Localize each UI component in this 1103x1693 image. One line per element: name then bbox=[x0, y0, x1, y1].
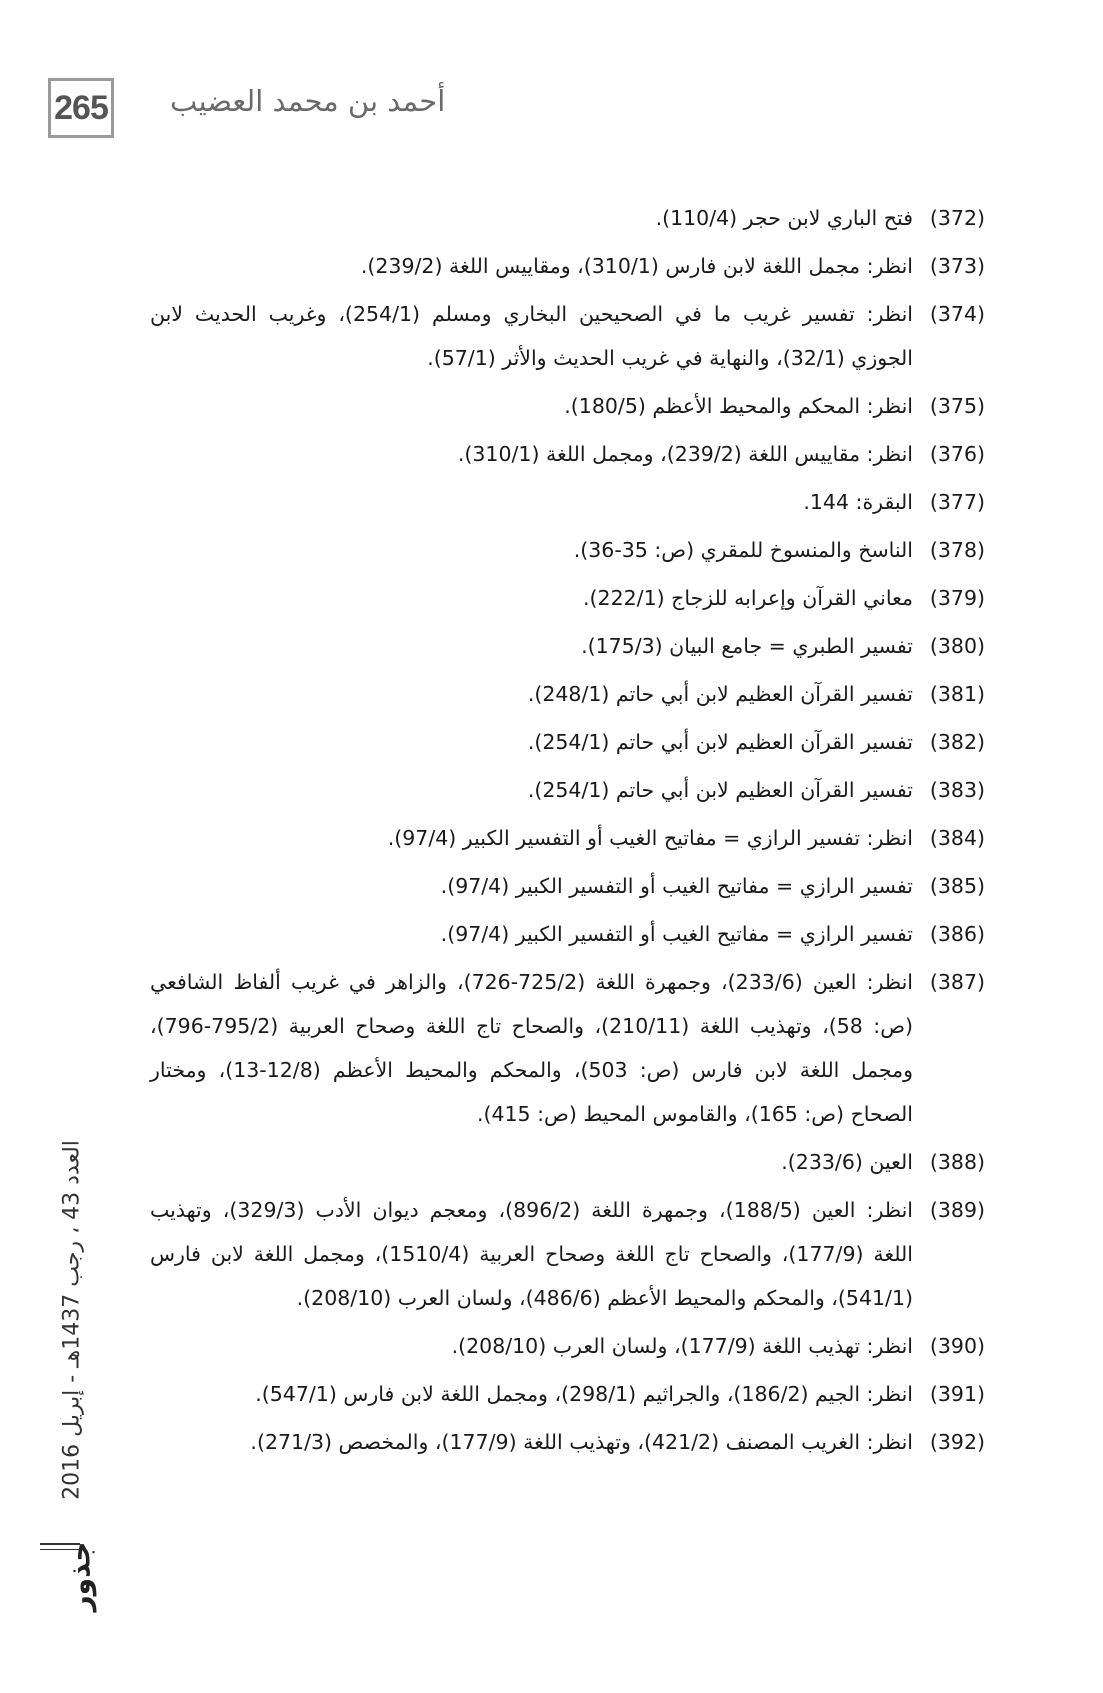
footnote-number: (383) bbox=[929, 778, 985, 802]
footnote-text: انظر: مجمل اللغة لابن فارس (310/1)، ومقاييس اللغة (239/2). bbox=[360, 254, 913, 278]
footnote-number: (374) bbox=[929, 302, 985, 326]
footnote-number: (384) bbox=[929, 826, 985, 850]
footnotes-list bbox=[150, 196, 985, 1468]
footnote-text: انظر: الغريب المصنف (421/2)، وتهذيب اللغة (177/9)، والمخصص (271/3). bbox=[250, 1430, 913, 1454]
footnote-number: (382) bbox=[929, 730, 985, 754]
footnote-number: (379) bbox=[929, 586, 985, 610]
footnote-item bbox=[150, 1140, 985, 1184]
footnote-item bbox=[150, 528, 985, 572]
footnote-number: (381) bbox=[929, 682, 985, 706]
footnote-text: الناسخ والمنسوخ للمقري (ص: 35-36). bbox=[573, 538, 913, 562]
footnote-text: تفسير الرازي = مفاتيح الغيب أو التفسير الكبير (97/4). bbox=[440, 922, 913, 946]
footnote-text: العين (233/6). bbox=[781, 1150, 913, 1174]
footnote-item bbox=[150, 432, 985, 476]
footnote-text: انظر: تفسير الرازي = مفاتيح الغيب أو التفسير الكبير (97/4). bbox=[387, 826, 913, 850]
footnote-text: انظر: مقاييس اللغة (239/2)، ومجمل اللغة (310/1). bbox=[457, 442, 913, 466]
footnote-number: (378) bbox=[929, 538, 985, 562]
footnote-text: تفسير القرآن العظيم لابن أبي حاتم (248/1). bbox=[527, 682, 913, 706]
footnote-text: فتح الباري لابن حجر (110/4). bbox=[655, 206, 913, 230]
footnote-item bbox=[150, 1420, 985, 1464]
footnote-item bbox=[150, 720, 985, 764]
footnote-item bbox=[150, 576, 985, 620]
footnote-number: (388) bbox=[929, 1150, 985, 1174]
footnote-item bbox=[150, 244, 985, 288]
footnote-item bbox=[150, 768, 985, 812]
footnote-number: (373) bbox=[929, 254, 985, 278]
footnote-item bbox=[150, 672, 985, 716]
footnote-text: انظر: المحكم والمحيط الأعظم (180/5). bbox=[564, 394, 913, 418]
page-number: 265 bbox=[48, 78, 114, 138]
footnote-item bbox=[150, 292, 985, 380]
footnote-item bbox=[150, 1372, 985, 1416]
footnote-item bbox=[150, 624, 985, 668]
footnote-text: تفسير الرازي = مفاتيح الغيب أو التفسير الكبير (97/4). bbox=[440, 874, 913, 898]
footnote-number: (375) bbox=[929, 394, 985, 418]
footnote-text: تفسير القرآن العظيم لابن أبي حاتم (254/1). bbox=[527, 778, 913, 802]
footnote-number: (372) bbox=[929, 206, 985, 230]
footnote-number: (385) bbox=[929, 874, 985, 898]
footnote-text: تفسير الطبري = جامع البيان (175/3). bbox=[581, 634, 913, 658]
footnote-number: (380) bbox=[929, 634, 985, 658]
footnote-item bbox=[150, 480, 985, 524]
footnote-item bbox=[150, 1324, 985, 1368]
footnote-number: (376) bbox=[929, 442, 985, 466]
side-footer bbox=[42, 1110, 102, 1530]
footnote-text: انظر: العين (188/5)، وجمهرة اللغة (896/2)، ومعجم ديوان الأدب (329/3)، وتهذيب اللغة (177/9)، والصحاح تاج اللغة وصحاح العربية (1510/4)، ومجمل اللغة لابن فارس (541/1)، والمحكم والمحيط الأعظم (486/6)، ولسان العرب (208/10). bbox=[150, 1198, 913, 1310]
footnote-item bbox=[150, 384, 985, 428]
footnote-number: (392) bbox=[929, 1430, 985, 1454]
journal-logo: جذور bbox=[63, 1541, 97, 1612]
footnote-number: (390) bbox=[929, 1334, 985, 1358]
footnote-number: (386) bbox=[929, 922, 985, 946]
footnote-text: انظر: تفسير غريب ما في الصحيحين البخاري ومسلم (254/1)، وغريب الحديث لابن الجوزي (32/1)، والنهاية في غريب الحديث والأثر (57/1). bbox=[150, 302, 914, 370]
footnote-text: انظر: تهذيب اللغة (177/9)، ولسان العرب (208/10). bbox=[451, 1334, 913, 1358]
footnote-number: (389) bbox=[929, 1198, 985, 1222]
footnote-number: (391) bbox=[929, 1382, 985, 1406]
footnote-number: (387) bbox=[929, 970, 985, 994]
footnote-item bbox=[150, 960, 985, 1136]
footnote-text: انظر: العين (233/6)، وجمهرة اللغة (725/2-726)، والزاهر في غريب ألفاظ الشافعي (ص: 58)، وتهذيب اللغة (210/11)، والصحاح تاج اللغة وصحاح العربية (795/2-796)، ومجمل اللغة لابن فارس (ص: 503)، والمحكم والمحيط الأعظم (12/8-13)، ومختار الصحاح (ص: 165)، والقاموس المحيط (ص: 415). bbox=[150, 970, 914, 1126]
footnote-text: معاني القرآن وإعرابه للزجاج (222/1). bbox=[583, 586, 913, 610]
footnote-item bbox=[150, 816, 985, 860]
footnote-text: انظر: الجيم (186/2)، والجراثيم (298/1)، ومجمل اللغة لابن فارس (547/1). bbox=[255, 1382, 913, 1406]
footnote-item bbox=[150, 912, 985, 956]
footnote-item bbox=[150, 196, 985, 240]
footnote-item bbox=[150, 1188, 985, 1320]
issue-info: العدد 43 ، رجب 1437هـ - إبريل 2016 bbox=[59, 1140, 85, 1500]
footnote-item bbox=[150, 864, 985, 908]
footnote-number: (377) bbox=[929, 490, 985, 514]
running-header-author: أحمد بن محمد العضيب bbox=[170, 84, 446, 118]
footnote-text: البقرة: 144. bbox=[803, 490, 913, 514]
footnote-text: تفسير القرآن العظيم لابن أبي حاتم (254/1). bbox=[527, 730, 913, 754]
